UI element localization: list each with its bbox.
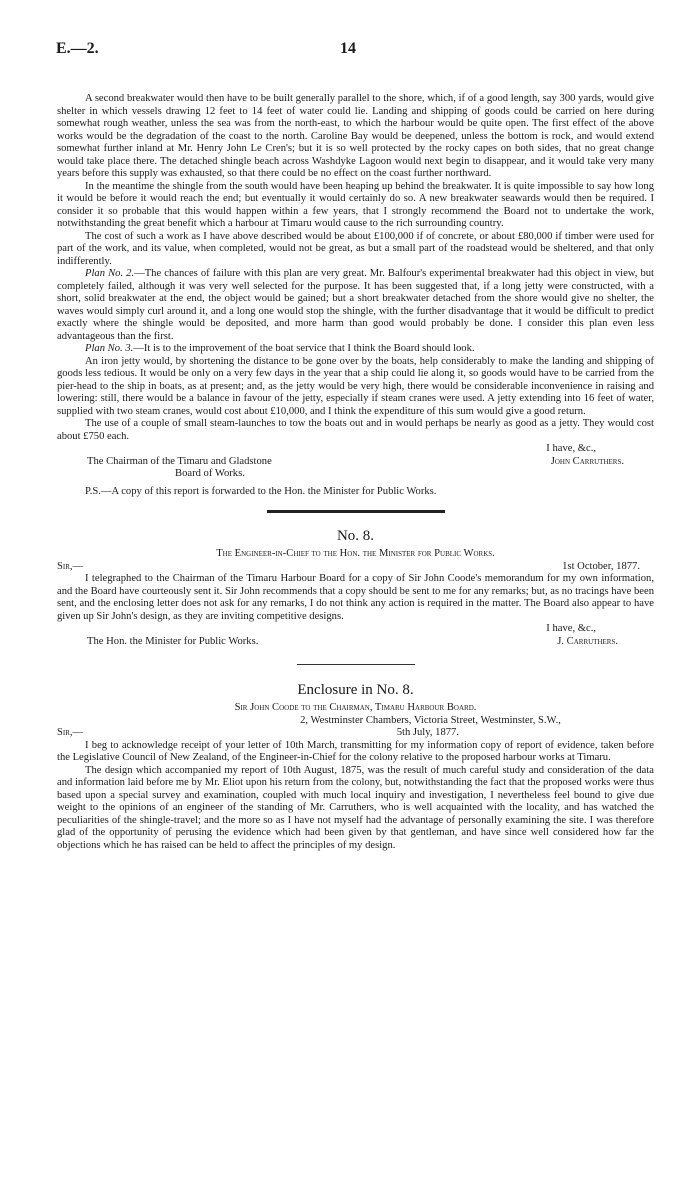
section-heading: No. 8.	[336, 528, 375, 544]
address: 2, Westminster Chambers, Victoria Street, Westminster, S.W.,	[300, 714, 561, 726]
paragraph: In the meantime the shingle from the south would have been heaping up behind the breakwater. It is quite impossible to say how long it would be before it would reach the end; but eventually it would certainly do so. A new breakwater seawards would then be required. I consider it so probable that this would happen within a few years, that I strongly recommend the Board not to undertake the work, notwithstanding the great benefit which a harbour at Timaru would cause to the rich surrounding country.	[57, 180, 654, 229]
section-divider	[267, 510, 445, 513]
signature-line	[57, 468, 654, 481]
document-reference: E.—2.	[56, 40, 99, 57]
dateline	[57, 727, 654, 740]
section-subheading: Sir John Coode to the Chairman, Timaru Harbour Board.	[234, 702, 477, 713]
paragraph	[57, 268, 654, 343]
section-subheading: The Engineer-in-Chief to the Hon. the Minister for Public Works.	[216, 548, 495, 559]
plan-label: Plan No. 3.	[85, 343, 134, 354]
signatory: John Carruthers.	[550, 455, 624, 467]
signature-line	[57, 623, 654, 636]
signatory: J. Carruthers.	[557, 635, 618, 647]
paragraph: The design which accompanied my report of 10th August, 1875, was the result of much careful study and consideration of the data and information laid before me by Mr. Eliot upon his return from the colony, but, notwithstanding the fact that the proposed works were thus based upon a special survey and examination, coupled with much local inquiry and investigation, I nevertheless feel bound to give due weight to the opinions of an engineer of the standing of Mr. Carruthers, who is well acquainted with the locality, and has watched the peculiarities of the shingle-travel; and the more so as I have not myself had the advantage of personally examining the site. I was therefore glad of the opportunity of perusing the evidence which had been given by that gentleman, and have since well considered how far the objections which he has raised can be held to affect the principles of my design.	[57, 764, 654, 851]
closing: I have, &c.,	[546, 623, 596, 634]
letter-date: 5th July, 1877.	[396, 727, 459, 738]
letter-date: 1st October, 1877.	[562, 560, 640, 572]
paragraph: I telegraphed to the Chairman of the Timaru Harbour Board for a copy of Sir John Coode's memorandum for my own information, and the Board have courteously sent it. Sir John recommends that a copy should be sent to me for any remarks; but, as no tracings have been sent, and the enclosing letter does not ask for any remarks, I do not think any action is required in the matter. The Board also appear to have given up Sir John's design, as they are inviting competitive designs.	[57, 573, 654, 622]
salutation: Sir,—	[57, 560, 84, 572]
section-divider	[297, 664, 415, 665]
addressee: The Hon. the Minister for Public Works.	[87, 635, 259, 647]
addressee: Board of Works.	[175, 468, 245, 479]
signature-line	[57, 443, 654, 456]
paragraph: The cost of such a work as I have above described would be about £100,000 if of concrete, or about £80,000 if timber were used for part of the work, and its value, when completed, would not be great, as but a small part of the roadstead would be sheltered, and that only indifferently.	[57, 230, 654, 267]
page-number: 14	[340, 40, 356, 57]
closing: I have, &c.,	[546, 443, 596, 454]
paragraph-text: —The chances of failure with this plan are very great. Mr. Balfour's experimental breakwater had this object in view, but completely failed, although it was very well selected for the purpose. It has been suggested that, if a long jetty were constructed, with a short, solid breakwater at the end, the object would be gained; but a short breakwater detached from the shore would give no shelter, the waves would simply curl around it, and a long one would stop the shingle, with the further disadvantage that it would be difficult to predict exactly where the shingle would be deposited, and more harm than good would probably be done. I consider this plan even less advantageous than the first.	[57, 268, 654, 342]
plan-label: Plan No. 2.	[85, 268, 135, 279]
postscript: P.S.—A copy of this report is forwarded to the Hon. the Minister for Public Works.	[85, 485, 437, 497]
dateline	[57, 561, 654, 574]
paragraph: The use of a couple of small steam-launches to tow the boats out and in would perhaps be nearly as good as a jetty. They would cost about £750 each.	[57, 418, 654, 442]
paragraph: An iron jetty would, by shortening the distance to be gone over by the boats, help considerably to make the landing and shipping of goods less tedious. It would be only on a very few days in the year that a ship could lie along it, so goods would have to be carried from the pier-head to the ship in boats, as at present; and, as the jetty would be very high, there would be considerable inconvenience in raising and lowering: still, there would be a balance in favour of the jetty, especially if steam cranes were used. A jetty extending into 16 feet of water, supplied with two steam cranes, would cost about £10,000, and I think the expenditure of this sum would give a good return.	[57, 355, 654, 417]
addressee: The Chairman of the Timaru and Gladstone	[87, 455, 272, 467]
section-heading: Enclosure in No. 8.	[297, 682, 414, 698]
page-header	[56, 40, 640, 62]
paragraph: A second breakwater would then have to be built generally parallel to the shore, which, if of a good length, say 300 yards, would give shelter in which vessels drawing 12 feet to 14 feet of water could lie. Landing and shipping of goods could be carried on here during somewhat rough weather, unless the sea was from the north-east, to which the harbour would be quite open. The first effect of the above works would be the degradation of the coast to the north. Caroline Bay would be deepened, unless the bottom is rock, and would extend somewhat further inland at Mr. Henry John Le Cren's; but it is so well protected by the rocky capes on both sides, that no great change would take place there. The detached shingle beach across Washdyke Lagoon would next begin to disappear, and it would take very many years before this supply was exhausted, so that there could be no effect on the coast further northward.	[57, 93, 654, 179]
salutation: Sir,—	[57, 727, 84, 738]
paragraph	[57, 343, 654, 356]
document-body	[57, 93, 654, 852]
signature-line	[57, 456, 654, 469]
paragraph: I beg to acknowledge receipt of your letter of 10th March, transmitting for my information copy of report of evidence, taken before the Legislative Council of New Zealand, of the Engineer-in-Chief for the colony relative to the proposed harbour works at Timaru.	[57, 739, 654, 763]
paragraph-text: —It is to the improvement of the boat service that I think the Board should look.	[133, 343, 475, 354]
signature-line	[57, 636, 654, 649]
